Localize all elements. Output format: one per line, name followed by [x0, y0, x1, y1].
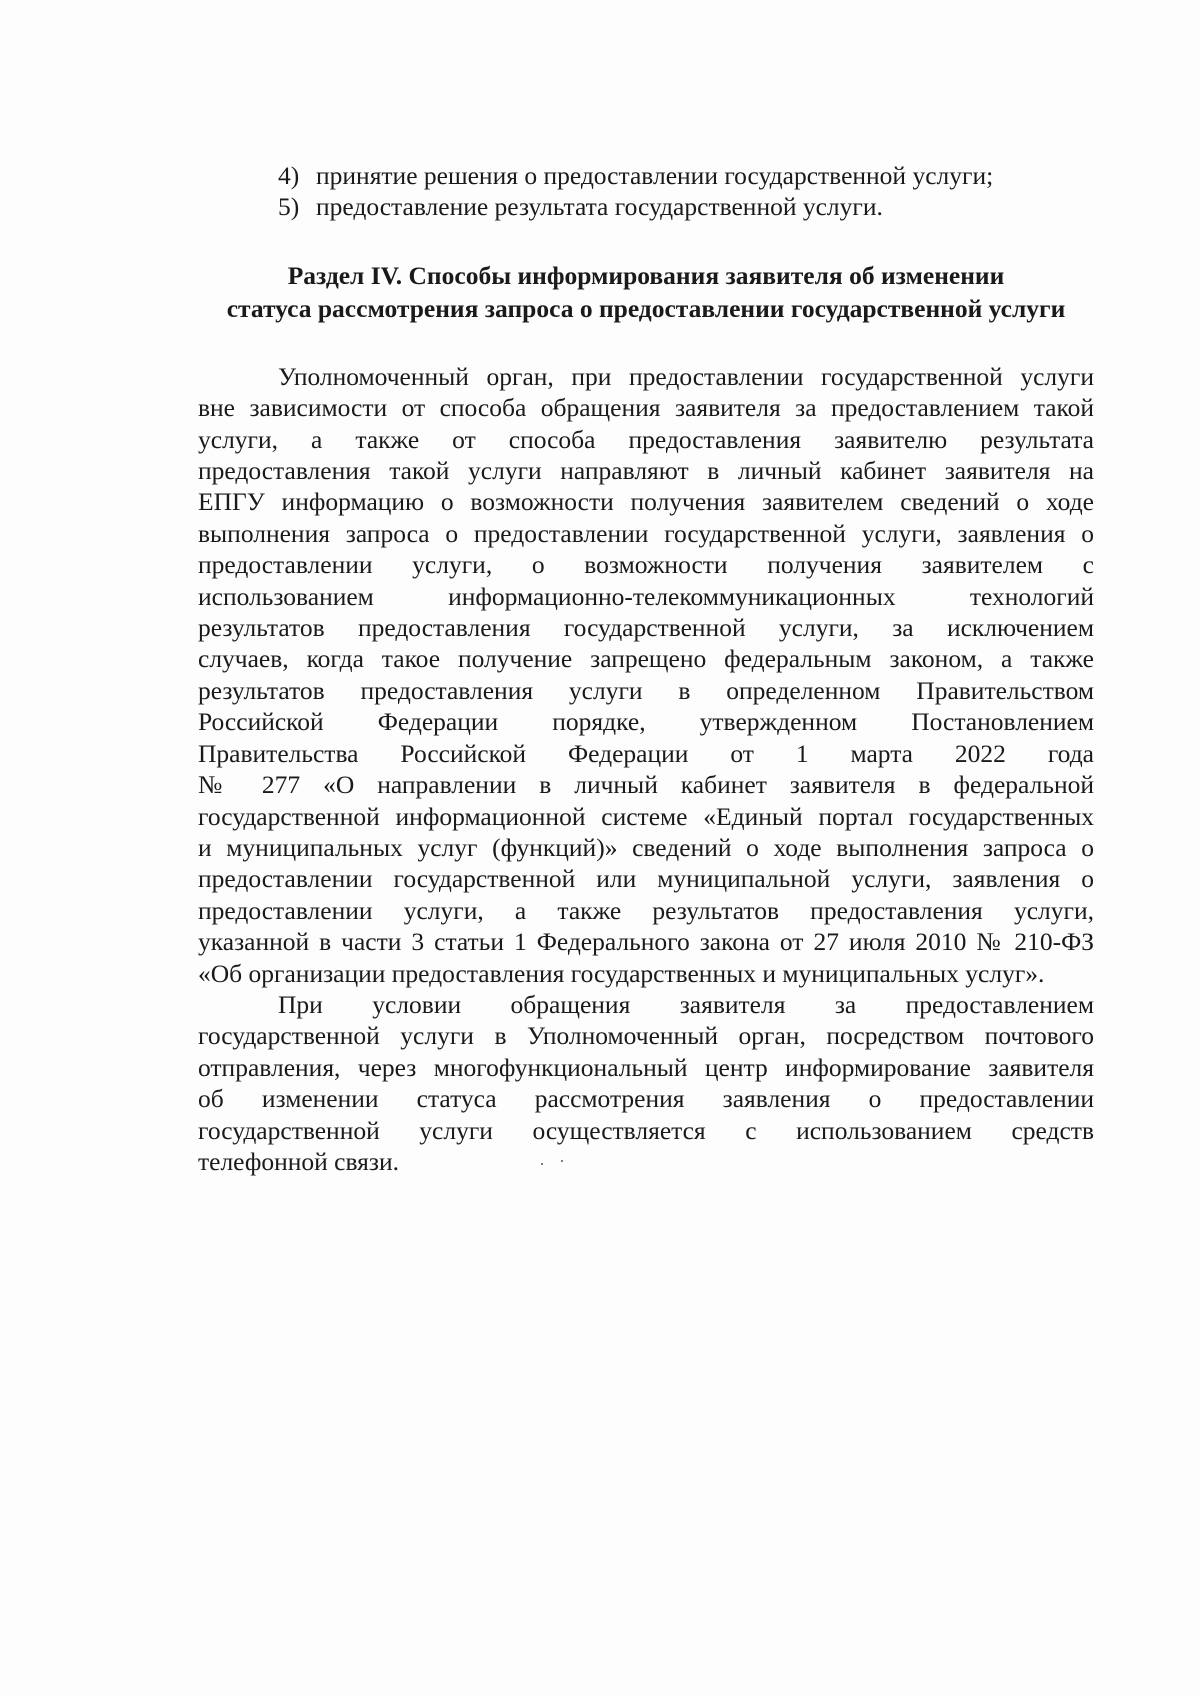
- paragraph-line: указанной в части 3 статьи 1 Федерального закона от 27 июля 2010 № 210-ФЗ: [198, 927, 1094, 957]
- section-heading: [198, 259, 1094, 325]
- paragraph-line: предоставления такой услуги направляют в личный кабинет заявителя на: [198, 456, 1094, 486]
- paragraph-line: результатов предоставления услуги в определенном Правительством: [198, 675, 1094, 705]
- paragraph-line: выполнения запроса о предоставлении государственной услуги, заявления о: [198, 518, 1094, 548]
- section-heading-line: статуса рассмотрения запроса о предоставлении государственной услуги: [226, 293, 1066, 323]
- scan-speck: [561, 1160, 563, 1162]
- paragraph-line: «Об организации предоставления государственных и муниципальных услуг».: [198, 958, 1045, 988]
- list-item: [278, 160, 1094, 191]
- paragraph-2: [198, 989, 1094, 1177]
- paragraph-line: предоставлении услуги, о возможности получения заявителем с: [198, 550, 1094, 580]
- paragraph-line: государственной информационной системе «Единый портал государственных: [198, 801, 1094, 831]
- paragraph-line: Правительства Российской Федерации от 1 марта 2022 года: [198, 738, 1094, 768]
- scan-speck: [541, 1163, 543, 1165]
- paragraph-line: и муниципальных услуг (функций)» сведений о ходе выполнения запроса о: [198, 832, 1094, 862]
- paragraph-line: отправления, через многофункциональный центр информирование заявителя: [198, 1052, 1094, 1082]
- paragraph-line: государственной услуги осуществляется с использованием средств: [198, 1115, 1094, 1145]
- list-item-number: 5): [278, 192, 300, 222]
- section-heading-line: Раздел IV. Способы информирования заявителя об изменении: [287, 260, 1005, 290]
- paragraph-line: использованием информационно-телекоммуникационных технологий: [198, 581, 1094, 611]
- paragraph-line: вне зависимости от способа обращения заявителя за предоставлением такой: [198, 393, 1094, 423]
- list-item: [278, 191, 1094, 222]
- document-body: [198, 160, 1094, 1177]
- list-item-number: 4): [278, 161, 300, 190]
- paragraph-line: Российской Федерации порядке, утвержденном Постановлением: [198, 707, 1094, 737]
- paragraph-line: предоставлении государственной или муниципальной услуги, заявления о: [198, 864, 1094, 894]
- paragraph-line: Уполномоченный орган, при предоставлении государственной услуги: [278, 361, 1094, 391]
- paragraph-line: ЕПГУ информацию о возможности получения заявителем сведений о ходе: [198, 487, 1094, 517]
- paragraph-line: № 277 «О направлении в личный кабинет заявителя в федеральной: [198, 770, 1094, 800]
- paragraph-line: услуги, а также от способа предоставления заявителю результата: [198, 424, 1094, 454]
- list-item-text: принятие решения о предоставлении государственной услуги;: [316, 161, 994, 190]
- paragraph-line: телефонной связи.: [198, 1146, 399, 1176]
- list-item-text: предоставление результата государственной услуги.: [316, 192, 883, 222]
- paragraph-line: результатов предоставления государственной услуги, за исключением: [198, 613, 1094, 643]
- paragraph-line: При условии обращения заявителя за предоставлением: [278, 989, 1094, 1019]
- paragraph-line: случаев, когда такое получение запрещено федеральным законом, а также: [198, 644, 1094, 674]
- paragraph-1: [198, 361, 1094, 989]
- paragraph-line: государственной услуги в Уполномоченный орган, посредством почтового: [198, 1021, 1094, 1051]
- paragraph-line: предоставлении услуги, а также результатов предоставления услуги,: [198, 895, 1094, 925]
- paragraph-line: об изменении статуса рассмотрения заявления о предоставлении: [198, 1084, 1094, 1114]
